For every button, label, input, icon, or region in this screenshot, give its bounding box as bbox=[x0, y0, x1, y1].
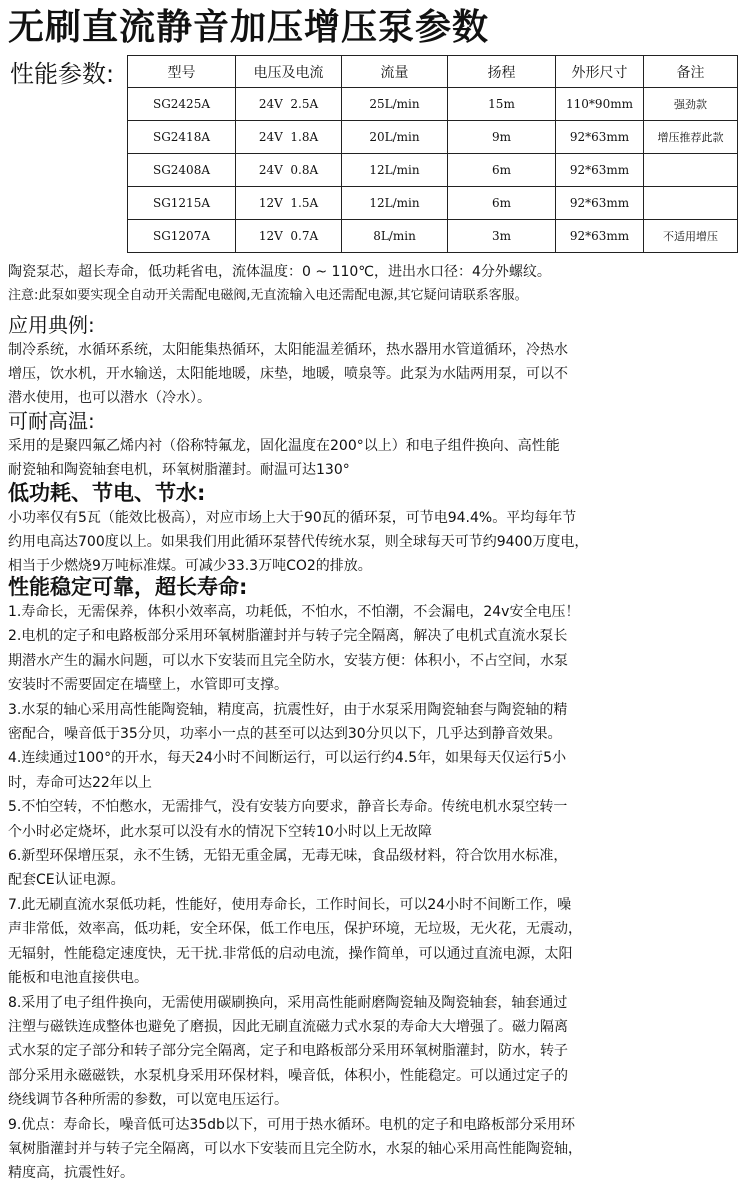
cell-dimensions: 110*90mm bbox=[556, 88, 644, 121]
list-item: 6.新型环保增压泵，永不生锈，无铅无重金属，无毒无味，食品级材料，符合饮用水标准， bbox=[8, 848, 568, 865]
cell-voltage-current: 24V 2.5A bbox=[236, 88, 342, 121]
cell-model: SG2408A bbox=[128, 154, 236, 187]
low-power-line: 相当于少燃烧9万吨标准煤。可减少33.3万吨CO2的排放。 bbox=[8, 558, 372, 574]
high-temp-line: 采用的是聚四氟乙烯内衬（俗称特氟龙，固化温度在200°以上）和电子组件换向、高性能 bbox=[8, 438, 560, 454]
cell-head: 3m bbox=[448, 220, 556, 253]
header-head: 扬程 bbox=[448, 56, 556, 88]
header-flow: 流量 bbox=[342, 56, 448, 88]
cell-flow: 12L/min bbox=[342, 154, 448, 187]
applications-section bbox=[8, 312, 744, 410]
list-item: 4.连续通过100°的开水，每天24小时不间断运行，可以运行约4.5年，如果每天仅运行5小 bbox=[8, 750, 567, 767]
cell-voltage-current: 12V 1.5A bbox=[236, 187, 342, 220]
stable-section bbox=[8, 574, 744, 1186]
cell-flow: 25L/min bbox=[342, 88, 448, 121]
intro-line: 陶瓷泵芯，超长寿命，低功耗省电，流体温度：0 ~ 110℃，进出水口径：4分外螺纹。 bbox=[8, 264, 551, 280]
low-power-section bbox=[8, 480, 744, 578]
notice-line: 注意:此泵如要实现全自动开关需配电磁阀,无直流输入电还需配电源,其它疑问请联系客服。 bbox=[8, 288, 528, 303]
page-title: 无刷直流静音加压增压泵参数 bbox=[8, 7, 490, 48]
cell-dimensions: 92*63mm bbox=[556, 187, 644, 220]
cell-remarks: 增压推荐此款 bbox=[644, 121, 738, 154]
list-item: 部分采用永磁磁铁，水泵机身采用环保材料，噪音低，体积小，性能稳定。可以通过定子的 bbox=[8, 1067, 568, 1084]
header-voltage-current: 电压及电流 bbox=[236, 56, 342, 88]
table-row bbox=[128, 154, 738, 187]
cell-flow: 12L/min bbox=[342, 187, 448, 220]
cell-remarks: 强劲款 bbox=[644, 88, 738, 121]
high-temp-heading: 可耐高温: bbox=[8, 409, 95, 433]
cell-flow: 20L/min bbox=[342, 121, 448, 154]
list-item: 式水泵的定子部分和转子部分完全隔离，定子和电路板部分采用环氧树脂灌封，防水，转子 bbox=[8, 1043, 568, 1060]
performance-label: 性能参数: bbox=[10, 60, 115, 88]
list-item: 能板和电池直接供电。 bbox=[8, 970, 148, 987]
list-item: 期潜水产生的漏水问题，可以水下安装而且完全防水，安装方便：体积小，不占空间，水泵 bbox=[8, 652, 568, 669]
list-item: 注塑与磁铁连成整体也避免了磨损，因此无刷直流磁力式水泵的寿命大大增强了。磁力隔离 bbox=[8, 1018, 568, 1035]
list-item: 时，寿命可达22年以上 bbox=[8, 774, 152, 791]
list-item: 精度高，抗震性好。 bbox=[8, 1165, 134, 1182]
list-item: 2.电机的定子和电路板部分采用环氧树脂灌封并与转子完全隔离，解决了电机式直流水泵长 bbox=[8, 628, 568, 645]
low-power-line: 小功率仅有5瓦（能效比极高），对应市场上大于90瓦的循环泵，可节电94.4%。平均每年节 bbox=[8, 510, 577, 526]
cell-model: SG2425A bbox=[128, 88, 236, 121]
low-power-heading: 低功耗、节电、节水: bbox=[8, 481, 206, 505]
table-row bbox=[128, 121, 738, 154]
table-header-row bbox=[128, 56, 738, 88]
cell-model: SG1215A bbox=[128, 187, 236, 220]
list-item: 绕线调节各种所需的参数，可以宽电压运行。 bbox=[8, 1092, 288, 1109]
header-dimensions: 外形尺寸 bbox=[556, 56, 644, 88]
list-item: 安装时不需要固定在墙壁上，水管即可支撑。 bbox=[8, 677, 288, 694]
list-item: 密配合，噪音低于35分贝，功率小一点的甚至可以达到30分贝以下，几乎达到静音效果。 bbox=[8, 726, 562, 743]
cell-remarks bbox=[644, 187, 738, 220]
applications-line: 制冷系统，水循环系统，太阳能集热循环，太阳能温差循环，热水器用水管道循环，冷热水 bbox=[8, 342, 568, 358]
applications-line: 潜水使用，也可以潜水（冷水）。 bbox=[8, 390, 211, 406]
table-row bbox=[128, 187, 738, 220]
cell-dimensions: 92*63mm bbox=[556, 154, 644, 187]
table-row bbox=[128, 88, 738, 121]
list-item: 无辐射，性能稳定速度快，无干扰.非常低的启动电流，操作简单，可以通过直流电源，太阳 bbox=[8, 945, 573, 962]
list-item: 配套CE认证电源。 bbox=[8, 872, 125, 889]
cell-remarks: 不适用增压 bbox=[644, 220, 738, 253]
cell-dimensions: 92*63mm bbox=[556, 220, 644, 253]
table-row bbox=[128, 220, 738, 253]
list-item: 9.优点：寿命长，噪音低可达35db以下，可用于热水循环。电机的定子和电路板部分采用环 bbox=[8, 1116, 575, 1133]
cell-head: 6m bbox=[448, 154, 556, 187]
cell-head: 9m bbox=[448, 121, 556, 154]
stable-heading: 性能稳定可靠，超长寿命: bbox=[8, 575, 248, 599]
cell-model: SG1207A bbox=[128, 220, 236, 253]
list-item: 7.此无刷直流水泵低功耗，性能好，使用寿命长，工作时间长，可以24小时不间断工作，噪 bbox=[8, 896, 572, 913]
spec-table bbox=[127, 55, 738, 253]
cell-voltage-current: 24V 1.8A bbox=[236, 121, 342, 154]
list-item: 8.采用了电子组件换向，无需使用碳刷换向，采用高性能耐磨陶瓷轴及陶瓷轴套，轴套通过 bbox=[8, 994, 568, 1011]
cell-head: 15m bbox=[448, 88, 556, 121]
list-item: 1.寿命长，无需保养，体积小效率高，功耗低，不怕水，不怕潮，不会漏电，24v安全电压！ bbox=[8, 604, 580, 620]
list-item: 5.不怕空转，不怕憋水，无需排气，没有安装方向要求，静音长寿命。传统电机水泵空转一 bbox=[8, 799, 568, 816]
cell-dimensions: 92*63mm bbox=[556, 121, 644, 154]
applications-heading: 应用典例: bbox=[8, 313, 95, 337]
cell-voltage-current: 12V 0.7A bbox=[236, 220, 342, 253]
high-temp-line: 耐瓷轴和陶瓷轴套电机，环氧树脂灌封。耐温可达130° bbox=[8, 462, 350, 478]
high-temp-section bbox=[8, 408, 744, 482]
cell-remarks bbox=[644, 154, 738, 187]
list-item: 个小时必定烧坏，此水泵可以没有水的情况下空转10小时以上无故障 bbox=[8, 823, 432, 840]
list-item: 氧树脂灌封并与转子完全隔离，可以水下安装而且完全防水，水泵的轴心采用高性能陶瓷轴， bbox=[8, 1140, 582, 1157]
cell-model: SG2418A bbox=[128, 121, 236, 154]
cell-voltage-current: 24V 0.8A bbox=[236, 154, 342, 187]
list-item: 3.水泵的轴心采用高性能陶瓷轴，精度高，抗震性好，由于水泵采用陶瓷轴套与陶瓷轴的精 bbox=[8, 701, 568, 718]
low-power-line: 约用电高达700度以上。如果我们用此循环泵替代传统水泵，则全球每天可节约9400万度电， bbox=[8, 534, 589, 550]
header-remarks: 备注 bbox=[644, 56, 738, 88]
intro-section bbox=[8, 260, 744, 308]
list-item: 声非常低，效率高，低功耗，安全环保，低工作电压，保护环境，无垃圾，无火花，无震动， bbox=[8, 921, 582, 938]
cell-flow: 8L/min bbox=[342, 220, 448, 253]
header-model: 型号 bbox=[128, 56, 236, 88]
cell-head: 6m bbox=[448, 187, 556, 220]
applications-line: 增压，饮水机，开水输送，太阳能地暖，床垫，地暖，喷泉等。此泵为水陆两用泵，可以不 bbox=[8, 366, 568, 382]
